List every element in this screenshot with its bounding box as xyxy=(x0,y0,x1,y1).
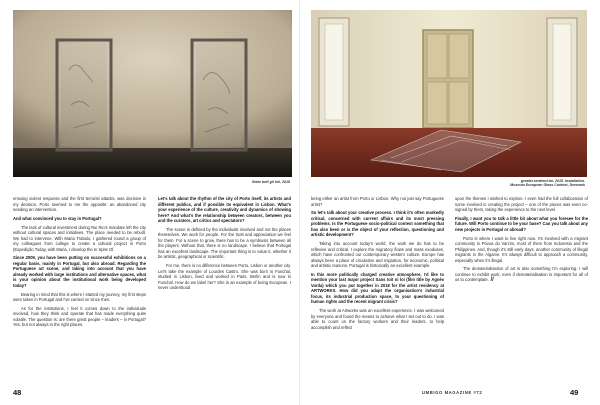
interview-answer: Taking into account today's world, the work we do has to be reflexive and critical. I explore the migratory flows and mass exoduses, which have confronted our contemporary western culture. Europe has always been a place of circulation and migration, for economic, political and artistic reasons. Portugal is historically an excellent example. xyxy=(311,241,444,269)
article-end-mark: // xyxy=(488,277,494,284)
interview-answer: upon the themes I wished to explore. I even had the full collaboration of some involved in creating the project – one of the pieces was even co-signed by them, taking the experience to the next level. xyxy=(455,196,588,212)
interview-answer: For me, there is no difference between Porto, Lisbon or another city. Let's take the example of Lourdes Castro. She was born in Funchal, studied in Lisbon, lived and worked in Paris, Berlin and is now in Funchal. How do we label her? She is an example of being European. I never understood xyxy=(158,263,291,291)
left-photo-caption xyxy=(175,180,290,184)
interview-question: So let's talk about your creative process. I think it's often markedly critical, concerned with current affairs and its most pressing problems. Is the Portuguese socio-political context something that has also been or is the object of your reflection, questioning and artistic development? xyxy=(311,210,444,238)
caption-subtitle: Museum European Glass Context, Denmark xyxy=(510,183,585,188)
text-column-1 xyxy=(13,196,146,331)
interview-answer: As for the institutions, I feel it comes down to the individuals involved, how they think and operate that has made everything quite volatile. The question is: are there great people – leaders – in Portugal? Yes, but not always in the right places. xyxy=(13,305,146,328)
door-frame-2 xyxy=(192,40,246,150)
interview-question: In this more politically charged creative atmosphere, I'd like to mention your last major project Sans toit ni loi (film title by Agnès Varda) which you put together in 2018 for the artist residency at ARTWORKS. How did you adapt the organisation's industrial focus, its industrial production space, to your questioning of human rights and the recent migrant crisis? xyxy=(311,271,444,305)
interview-answer: Porto is where I want to live right now. I'm involved with a migrant community in Póvoa do Varzim, most of them from Indonesia and the Philippines. And, though it's still early days, another community of illegal migrants in the Algarve. It's always difficult to approach a community, especially when it's illegal. xyxy=(455,235,588,263)
right-photo-caption xyxy=(430,179,585,188)
right-photo-installation xyxy=(311,10,587,177)
interview-question: Since 2009, you have been putting on successful exhibitions on a regular basis, mainly in Portugal, but also abroad. Regarding the Portuguese art scene, and taking into account that you have already worked with large institutions and alternative spaces, what is your opinion about the institutional work being developed today? xyxy=(13,255,146,288)
interview-answer: Bearing in mind that this is where I started my journey, my first steps were taken in Portugal and I've carried on since then. xyxy=(13,291,146,303)
gallery-room-image xyxy=(311,10,587,177)
interview-answer: being either an artist from Porto or Lisbon. Why not just say Portuguese artist? xyxy=(311,196,444,207)
text-column-2 xyxy=(158,196,291,294)
right-page xyxy=(300,0,600,405)
interview-question: Let's talk about the rhythm of the city of Porto itself, its artists and different publics, and if possible its equivalent in Lisbon. What's your experience of the culture, creativity and dynamics of showing here? And what's the relationship between creators, between you and the curators, art critics and spectators? xyxy=(158,196,291,223)
interview-question: And what convinced you to stay in Portugal? xyxy=(13,215,102,221)
interview-answer: The work at Artworks was an excellent experience. I was welcomed by everyone and found the means to achieve what I set out to do. I was able to count on the factory workers and their leaders, to help accomplish and reflect xyxy=(311,308,444,330)
text-column-3 xyxy=(311,196,444,333)
interview-answer: ensuing violent response and the first terrorist attacks, was decisive in my decision. Porto seemed to me the opposite: an abandoned city needing an intervention. xyxy=(13,196,146,212)
frames-on-wall-image xyxy=(13,10,292,177)
left-photo-installation xyxy=(13,10,292,177)
door-frame-1 xyxy=(57,40,111,150)
caption-title: greater.sentient.tm, 2015. Installation. xyxy=(520,179,585,183)
page-number-right: 49 xyxy=(570,388,579,397)
interview-answer: The scene is defined by the individuals involved and not the places themselves. We work for people. For the trust and appreciation we feel for them. For a scene to grow, there has to be a symbiosis between all the players. Without that, there is no landscape. I believe that Portugal has an excellent landscape. The important thing is to value it, whether it be artistic, geographical or scientific. xyxy=(158,226,291,260)
interview-question: Finally, I want you to talk a little bit about what you foresee for the future. Will Porto continue to be your base? Can you talk about any new projects in Portugal or abroad? xyxy=(455,215,588,232)
text-column-4 xyxy=(455,196,588,287)
interview-answer: The dematerialisation of art is also something I'm exploring. I will continue to exhibit work, even if dematerialisation is important for all of us to contemplate. // xyxy=(455,266,588,284)
magazine-issue-footer: UMBIGO MAGAZINE #72 xyxy=(422,390,483,395)
caption-title: Stato tutti gli Ioli, 2018 xyxy=(251,180,290,184)
interview-answer: The lack of cultural investment during Rui Rio's mandate left the city without cultural spaces and initiatives. The place needed to be rebuilt. We had to intervene. With Maria Trabulo, I gathered round a group of my colleagues from college to create a cultural project in Porto (Expedição Today, with Maria, I develop the In Spite Of. xyxy=(13,224,146,252)
page-number-left: 48 xyxy=(13,388,22,397)
